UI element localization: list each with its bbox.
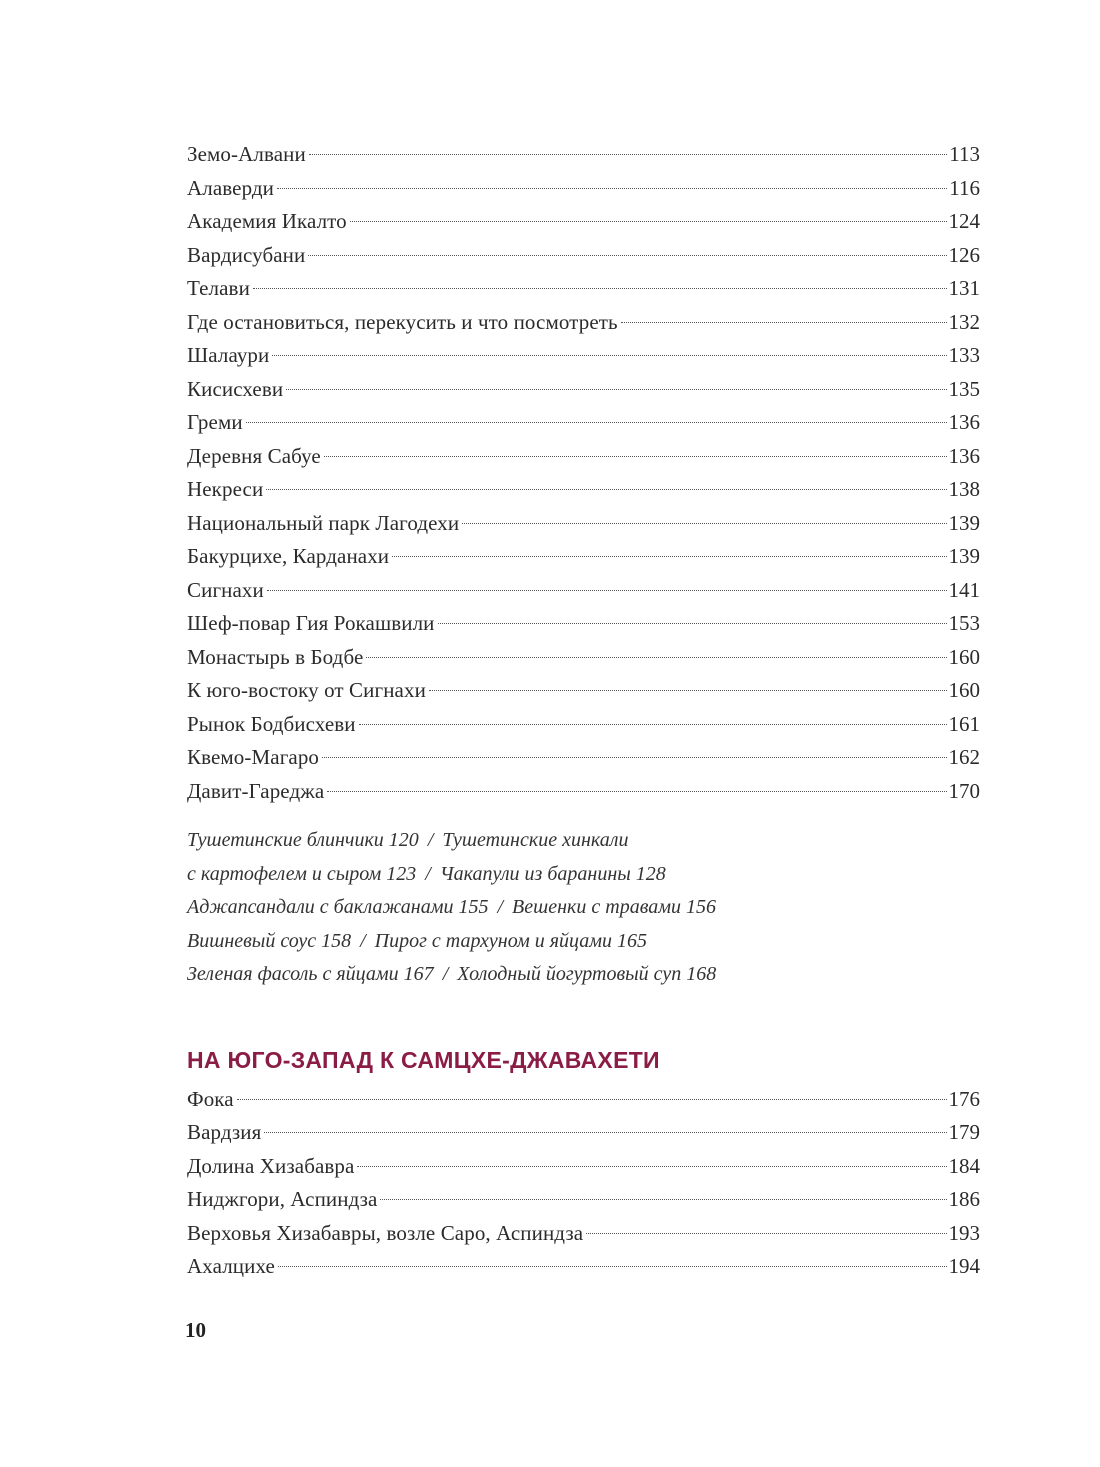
dot-leader bbox=[246, 422, 947, 423]
toc-entry[interactable] bbox=[187, 507, 980, 541]
toc-entry-title: Где остановиться, перекусить и что посмотреть bbox=[187, 309, 618, 334]
dot-leader bbox=[392, 556, 946, 557]
toc-entry-page-number: 160 bbox=[948, 678, 980, 702]
toc-entry[interactable] bbox=[187, 306, 980, 340]
recipe-separator: / bbox=[360, 929, 366, 952]
dot-leader bbox=[462, 523, 946, 524]
dot-leader bbox=[327, 791, 946, 792]
dot-leader bbox=[308, 255, 946, 256]
dot-leader bbox=[380, 1199, 946, 1200]
toc-entry-title: Долина Хизабавра bbox=[187, 1153, 355, 1178]
toc-entry-title: Вардисубани bbox=[187, 242, 306, 267]
recipe-link[interactable]: Аджапсандали с баклажанами 155 bbox=[187, 896, 489, 918]
toc-entry[interactable] bbox=[187, 674, 980, 708]
toc-entry[interactable] bbox=[187, 775, 980, 809]
toc-entry[interactable] bbox=[187, 172, 980, 206]
toc-entry-title: К юго-востоку от Сигнахи bbox=[187, 678, 426, 702]
recipe-link[interactable]: Чакапули из баранины 128 bbox=[439, 862, 666, 885]
toc-entry-page-number: 141 bbox=[948, 577, 980, 602]
dot-leader bbox=[278, 1266, 947, 1267]
toc-entry[interactable] bbox=[187, 607, 980, 641]
page-number: 10 bbox=[185, 1318, 206, 1342]
toc-entry-page-number: 153 bbox=[948, 611, 980, 635]
dot-leader bbox=[350, 221, 947, 222]
toc-entry-title: Ниджгори, Аспиндза bbox=[187, 1187, 378, 1211]
toc-entry[interactable] bbox=[187, 540, 980, 574]
recipe-list bbox=[187, 824, 980, 992]
dot-leader bbox=[272, 355, 946, 356]
recipe-line bbox=[187, 958, 980, 992]
toc-entry[interactable] bbox=[187, 138, 980, 172]
toc-entry[interactable] bbox=[187, 440, 980, 474]
toc-entry-page-number: 113 bbox=[949, 142, 980, 166]
dot-leader bbox=[586, 1233, 946, 1234]
dot-leader bbox=[324, 456, 947, 457]
recipe-link[interactable]: Зеленая фасоль с яйцами 167 bbox=[187, 963, 434, 985]
toc-entry-title: Деревня Сабуе bbox=[187, 443, 321, 468]
toc-entry-page-number: 170 bbox=[948, 778, 980, 803]
toc-entry-title: Вардзия bbox=[187, 1120, 262, 1144]
toc-entry[interactable] bbox=[187, 1083, 980, 1117]
toc-entry-page-number: 176 bbox=[948, 1086, 980, 1111]
dot-leader bbox=[277, 188, 947, 189]
recipe-link[interactable]: Тушетинские хинкали bbox=[442, 829, 629, 851]
toc-entry[interactable] bbox=[187, 741, 980, 775]
toc-entry[interactable] bbox=[187, 708, 980, 742]
toc-entry-title: Академия Икалто bbox=[187, 209, 347, 233]
dot-leader bbox=[429, 690, 947, 691]
toc-entry[interactable] bbox=[187, 641, 980, 675]
toc-entry-page-number: 179 bbox=[948, 1120, 980, 1144]
recipe-line bbox=[187, 925, 980, 959]
dot-leader bbox=[237, 1099, 947, 1100]
dot-leader bbox=[438, 623, 947, 624]
toc-entry-title: Земо-Алвани bbox=[187, 142, 306, 166]
recipe-line bbox=[187, 891, 980, 925]
recipe-line bbox=[187, 824, 980, 858]
toc-entry[interactable] bbox=[187, 239, 980, 273]
toc-entry-page-number: 133 bbox=[948, 343, 980, 367]
toc-entry-page-number: 139 bbox=[948, 544, 980, 568]
toc-entry-title: Давит-Гареджа bbox=[187, 778, 325, 803]
toc-entry-page-number: 194 bbox=[948, 1254, 980, 1278]
toc-entry-page-number: 162 bbox=[948, 745, 980, 769]
toc-entry-page-number: 124 bbox=[948, 209, 980, 233]
toc-entry-page-number: 136 bbox=[948, 410, 980, 434]
section-heading: НА ЮГО-ЗАПАД К САМЦХЕ-ДЖАВАХЕТИ bbox=[187, 1046, 660, 1073]
toc-entry-title: Национальный парк Лагодехи bbox=[187, 510, 460, 535]
toc-entry-title: Монастырь в Бодбе bbox=[187, 644, 364, 669]
toc-entry[interactable] bbox=[187, 1183, 980, 1217]
toc-entry[interactable] bbox=[187, 272, 980, 306]
recipe-separator: / bbox=[427, 829, 434, 851]
toc-entry[interactable] bbox=[187, 205, 980, 239]
toc-entry[interactable] bbox=[187, 1116, 980, 1150]
toc-entry-title: Греми bbox=[187, 410, 243, 434]
toc-entry[interactable] bbox=[187, 574, 980, 608]
dot-leader bbox=[359, 724, 947, 725]
toc-entry-page-number: 126 bbox=[948, 242, 980, 267]
dot-leader bbox=[366, 657, 946, 658]
toc-entry-title: Верховья Хизабавры, возле Саро, Аспиндза bbox=[187, 1220, 584, 1245]
dot-leader bbox=[267, 590, 947, 591]
toc-entry-page-number: 132 bbox=[948, 309, 980, 334]
toc-entry-page-number: 193 bbox=[948, 1220, 980, 1245]
toc-entry-page-number: 136 bbox=[948, 443, 980, 468]
recipe-link[interactable]: Пирог с тархуном и яйцами 165 bbox=[374, 929, 648, 952]
toc-entry-page-number: 161 bbox=[948, 711, 980, 736]
toc-list-section-2 bbox=[187, 1083, 980, 1284]
recipe-link[interactable]: Вешенки с травами 156 bbox=[512, 896, 717, 918]
toc-entry-title: Ахалцихе bbox=[187, 1254, 275, 1278]
toc-entry-title: Телави bbox=[187, 276, 250, 300]
toc-entry-title: Рынок Бодбисхеви bbox=[187, 711, 356, 736]
toc-entry[interactable] bbox=[187, 406, 980, 440]
dot-leader bbox=[266, 489, 946, 490]
dot-leader bbox=[253, 288, 947, 289]
dot-leader bbox=[286, 389, 946, 390]
recipe-link[interactable]: Вишневый соус 158 bbox=[187, 929, 352, 952]
toc-entry[interactable] bbox=[187, 373, 980, 407]
table-of-contents-page bbox=[187, 138, 980, 1284]
toc-entry-title: Квемо-Магаро bbox=[187, 745, 320, 769]
toc-entry-title: Алаверди bbox=[187, 175, 275, 200]
toc-entry-page-number: 160 bbox=[948, 644, 980, 669]
toc-entry[interactable] bbox=[187, 1150, 980, 1184]
recipe-separator: / bbox=[425, 862, 431, 885]
toc-entry-title: Фока bbox=[187, 1086, 234, 1111]
toc-entry-title: Шалаури bbox=[187, 343, 270, 367]
toc-list-section-1 bbox=[187, 138, 980, 808]
toc-entry-title: Шеф-повар Гия Рокашвили bbox=[187, 611, 435, 635]
recipe-separator: / bbox=[497, 896, 504, 918]
toc-entry-title: Бакурцихе, Карданахи bbox=[187, 544, 390, 568]
toc-entry[interactable] bbox=[187, 473, 980, 507]
recipe-line bbox=[187, 858, 980, 892]
recipe-link[interactable]: Холодный йогуртовый суп 168 bbox=[457, 963, 717, 985]
recipe-link[interactable]: с картофелем и сыром 123 bbox=[187, 862, 417, 885]
toc-entry[interactable] bbox=[187, 1217, 980, 1251]
toc-entry-page-number: 116 bbox=[949, 175, 980, 200]
toc-entry-page-number: 139 bbox=[948, 510, 980, 535]
toc-entry-page-number: 135 bbox=[948, 376, 980, 401]
recipe-link[interactable]: Тушетинские блинчики 120 bbox=[187, 829, 419, 851]
toc-entry-title: Сигнахи bbox=[187, 577, 264, 602]
toc-entry-page-number: 138 bbox=[948, 477, 980, 501]
dot-leader bbox=[264, 1132, 946, 1133]
toc-entry[interactable] bbox=[187, 1250, 980, 1284]
dot-leader bbox=[621, 322, 947, 323]
toc-entry[interactable] bbox=[187, 339, 980, 373]
toc-entry-page-number: 186 bbox=[948, 1187, 980, 1211]
toc-entry-page-number: 184 bbox=[948, 1153, 980, 1178]
toc-entry-title: Некреси bbox=[187, 477, 264, 501]
recipe-separator: / bbox=[442, 963, 449, 985]
dot-leader bbox=[309, 154, 947, 155]
toc-entry-title: Кисисхеви bbox=[187, 376, 284, 401]
dot-leader bbox=[322, 757, 946, 758]
toc-entry-page-number: 131 bbox=[948, 276, 980, 300]
dot-leader bbox=[357, 1166, 946, 1167]
